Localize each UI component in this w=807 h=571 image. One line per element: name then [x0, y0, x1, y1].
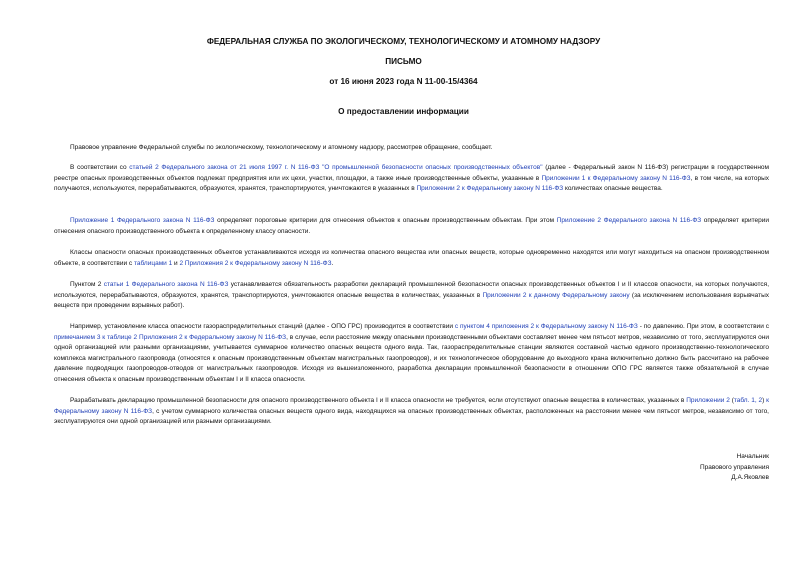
text: , в случае, если расстояние между опасными производственными объектами составляет менее чем пятьсот метров, независимо от того, эксплуатируются они одной организацией или разными организациями, учитывается суммарное количество опасных веществ одного вида. Так, газораспределительные станции являются составной частью единого производственно-технологического комплекса магистрального газопровода (относятся к опасным производственным объектам магистральных газопроводов), и их технологическое оборудование до выходного крана включительно должно быть рассчитано на рабочее давление подводящих газопроводов-отводов от магистральных газопроводов. Исходя из вышеизложенного, разработка декларации промышленной безопасности в отношении ОПО ГРС является также обязательной в случае отнесения объекта к опасным производственным объектам I и II класса опасности.	[54, 333, 769, 383]
text: , в том числе, на которых получаются, используются, перерабатываются, образуются, хранятся, транспортируются, уничтожаются в указанных в	[54, 174, 769, 193]
item-4-appendix-2-link[interactable]: с пунктом 4 приложения 2 к Федеральному закону N 116-ФЗ	[454, 323, 638, 330]
document-subject: О предоставлении информации	[338, 107, 469, 116]
text: (далее - Федеральный закон N 116-ФЗ) регистрации в государственном реестре опасных производственных объектов подлежат предприятия или их цехи, участки, площадки, а также иные производственные объекты, указанные в	[54, 164, 769, 182]
appendix-2-link[interactable]: Приложении 2 к Федеральному закону N 116-ФЗ	[416, 185, 564, 193]
text: Классы опасности опасных производственных объектов устанавливаются исходя из количества опасного вещества или опасных веществ, которые одновременно находятся или могут находиться на опасном производственном объекте, в соответствии с	[54, 249, 769, 267]
text: - по давлению. При этом, в соответствии с	[637, 323, 769, 330]
tables-1-2-link[interactable]: табл. 1, 2	[733, 397, 763, 404]
text: , с учетом суммарного количества опасных веществ одного вида, находящихся на опасных производственных объектах, расположенных на расстоянии менее чем пятьсот метров, независимо от того, эксплуатируются они одной организацией или разными организациями.	[54, 407, 769, 426]
law-article-2-link[interactable]: статьей 2 Федерального закона от 21 июля 1997 г. N 116-ФЗ "О промышленной безопасности опасных производственных объектов"	[129, 164, 543, 171]
appendix-2-ref-link[interactable]: Приложении 2	[686, 397, 730, 404]
article-1-link[interactable]: статьи 1 Федерального закона N 116-ФЗ	[103, 281, 229, 288]
signature-position: Начальник	[736, 453, 769, 460]
paragraph-declaration-obligation	[54, 280, 769, 312]
appendix-2-law-link[interactable]: Приложение 2 Федерального закона N 116-ФЗ	[556, 217, 702, 224]
text: определяет критерии отнесения опасного производственного объекта к определенному классу опасности.	[54, 217, 769, 235]
text: В соответствии со	[70, 164, 130, 171]
paragraph-registration	[54, 163, 769, 195]
federal-law-116-link[interactable]: к Федеральному закону N 116-ФЗ	[54, 397, 769, 415]
text: количествах опасные вещества.	[563, 185, 663, 193]
appendix-1-link[interactable]: Приложении 1 к Федеральному закону N 116-ФЗ	[541, 174, 691, 182]
paragraph-declaration-not-required	[54, 396, 769, 428]
document-type: ПИСЬМО	[385, 57, 422, 66]
appendix-2-this-law-link[interactable]: Приложении 2 к данному Федеральному закону	[482, 291, 630, 299]
signature-name: Д.А.Яковлев	[731, 474, 769, 482]
text: )	[762, 397, 767, 404]
text: (за исключением использования взрывчатых веществ при проведении взрывных работ).	[54, 291, 769, 310]
text: .	[331, 259, 334, 267]
paragraph-intro	[54, 143, 769, 154]
text: Пунктом 2	[70, 281, 104, 288]
text: Разрабатывать декларацию промышленной безопасности для опасного производственного объекта I и II класса опасности не требуется, если отсутствуют опасные вещества в количествах, указанных в	[70, 397, 687, 404]
paragraph-criteria	[54, 216, 769, 237]
appendix-1-law-link[interactable]: Приложение 1 Федерального закона N 116-ФЗ	[70, 217, 215, 224]
text: (	[729, 397, 734, 404]
signature-block	[700, 452, 769, 484]
tables-1-link[interactable]: таблицами 1	[133, 259, 173, 267]
intro-text: Правовое управление Федеральной службы по экологическому, технологическому и атомному надзору, рассмотрев обращение, сообщает.	[70, 144, 493, 151]
paragraph-gas-stations-example	[54, 322, 769, 386]
text: Например, установление класса опасности газораспределительных станций (далее - ОПО ГРС) производится в соответствии	[70, 323, 455, 330]
tables-2-appendix-link[interactable]: 2 Приложения 2 к Федеральному закону N 116-ФЗ	[179, 259, 332, 267]
text: и	[172, 259, 180, 267]
agency-title: ФЕДЕРАЛЬНАЯ СЛУЖБА ПО ЭКОЛОГИЧЕСКОМУ, ТЕХНОЛОГИЧЕСКОМУ И АТОМНОМУ НАДЗОРУ	[206, 37, 601, 46]
note-3-table-2-link[interactable]: примечанием 3 к таблице 2 Приложения 2 к Федеральному закону N 116-ФЗ	[54, 333, 287, 341]
text: устанавливается обязательность разработки деклараций промышленной безопасности опасных производственных объектов I и II классов опасности, на которых получаются, используются, перерабатываются, образуются, хранятся, транспортируются, уничтожаются опасные вещества в количествах, указанных в	[54, 281, 769, 299]
document-date-number: от 16 июня 2023 года N 11-00-15/4364	[329, 77, 478, 86]
signature-department: Правового управления	[700, 463, 769, 471]
text: определяет пороговые критерии для отнесения объектов к опасным производственным объектам. При этом	[214, 217, 557, 224]
paragraph-hazard-classes	[54, 248, 769, 269]
